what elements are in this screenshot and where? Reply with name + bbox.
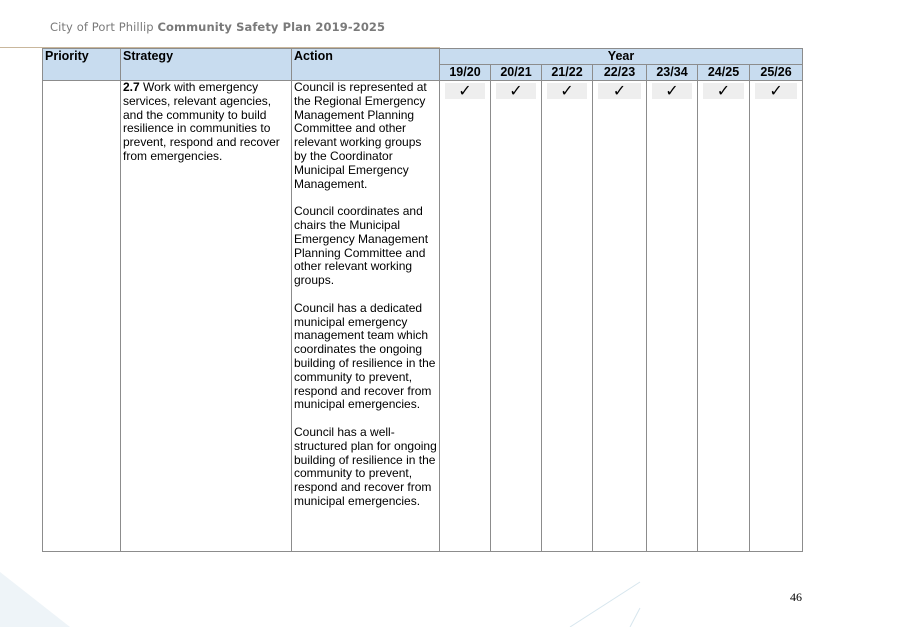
page-number: 46 bbox=[790, 590, 802, 604]
action-paragraph: Council has a well-structured plan for ongoing building of resilience in the community to prevent, respond and recover from municipal emergencies. bbox=[294, 424, 437, 508]
action-paragraph: Council has a dedicated municipal emergency management team which coordinates the ongoing building of resilience in the community to prevent, respond and recover from municipal emergencies. bbox=[294, 300, 436, 412]
decorative-line bbox=[630, 608, 640, 627]
header-year-25-26: 25/26 bbox=[750, 65, 803, 81]
page-header bbox=[50, 20, 385, 34]
action-cell bbox=[292, 81, 440, 552]
header-year: Year bbox=[440, 49, 803, 65]
year-cell bbox=[542, 81, 593, 552]
header-year-22-23: 22/23 bbox=[593, 65, 647, 81]
header-strategy: Strategy bbox=[121, 49, 292, 81]
strategy-number: 2.7 bbox=[123, 80, 140, 94]
year-cell bbox=[593, 81, 647, 552]
header-year-20-21: 20/21 bbox=[491, 65, 542, 81]
year-cell bbox=[440, 81, 491, 552]
header-priority: Priority bbox=[43, 49, 121, 81]
header-year-23-34: 23/34 bbox=[647, 65, 698, 81]
strategy-text: Work with emergency services, relevant agencies, and the community to build resilience in communities to prevent, respond and recover from emergencies. bbox=[123, 80, 280, 163]
header-action: Action bbox=[292, 49, 440, 81]
header-prefix: City of Port Phillip bbox=[50, 20, 158, 34]
year-cell bbox=[698, 81, 750, 552]
year-cell bbox=[491, 81, 542, 552]
year-cell bbox=[647, 81, 698, 552]
document-title: Community Safety Plan 2019-2025 bbox=[157, 20, 386, 34]
header-year-21-22: 21/22 bbox=[542, 65, 593, 81]
checkmark-icon: ✓ bbox=[652, 83, 692, 99]
action-paragraph: Council is represented at the Regional Emergency Management Planning Committee and other relevant working groups by the Coordinator Municipal Emergency Management. bbox=[294, 80, 427, 191]
action-paragraph: Council coordinates and chairs the Municipal Emergency Management Planning Committee and other relevant working groups. bbox=[294, 204, 429, 288]
header-year-24-25: 24/25 bbox=[698, 65, 750, 81]
year-cell bbox=[750, 81, 803, 552]
strategy-cell bbox=[121, 81, 292, 552]
checkmark-icon: ✓ bbox=[445, 83, 485, 99]
checkmark-icon: ✓ bbox=[703, 83, 744, 99]
checkmark-icon: ✓ bbox=[496, 83, 536, 99]
safety-plan-table bbox=[42, 48, 803, 552]
decorative-line bbox=[570, 582, 640, 627]
table-row bbox=[43, 81, 803, 552]
priority-cell bbox=[43, 81, 121, 552]
checkmark-icon: ✓ bbox=[598, 83, 641, 99]
checkmark-icon: ✓ bbox=[547, 83, 587, 99]
checkmark-icon: ✓ bbox=[755, 83, 797, 99]
decorative-corner-shape bbox=[0, 572, 70, 627]
header-year-19-20: 19/20 bbox=[440, 65, 491, 81]
